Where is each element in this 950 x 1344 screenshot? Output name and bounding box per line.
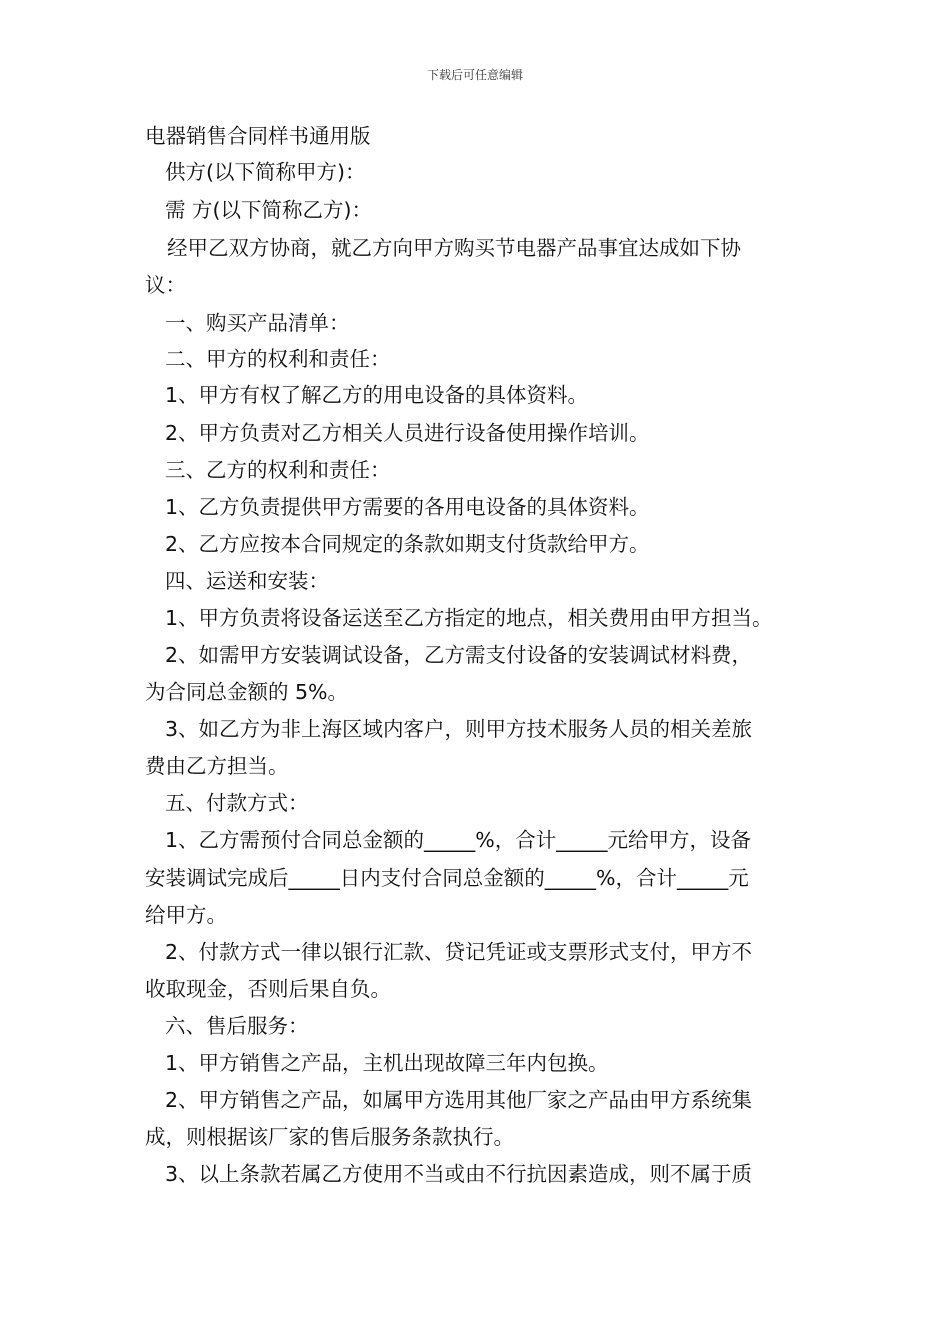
document-title: 电器销售合同样书通用版: [145, 124, 371, 148]
paragraph-line: 议：: [145, 273, 186, 297]
paragraph-line: 费由乙方担当。: [145, 754, 289, 778]
paragraph-line: 收取现金，否则后果自负。: [145, 977, 391, 1001]
paragraph-line: 1、甲方有权了解乙方的用电设备的具体资料。: [165, 383, 589, 407]
paragraph-line: 1、甲方负责将设备运送至乙方指定的地点，相关费用由甲方担当。: [165, 606, 773, 630]
paragraph-line: 2、甲方负责对乙方相关人员进行设备使用操作培训。: [165, 421, 650, 445]
paragraph-line: 给甲方。: [145, 903, 227, 927]
paragraph-line: 经甲乙双方协商，就乙方向甲方购买节电器产品事宜达成如下协: [167, 236, 741, 260]
paragraph-line: 2、付款方式一律以银行汇款、贷记凭证或支票形式支付，甲方不: [165, 940, 753, 964]
paragraph-line: 安装调试完成后_____日内支付合同总金额的_____%，合计_____元: [145, 866, 749, 890]
section-heading: 六、售后服务：: [165, 1014, 309, 1038]
paragraph-line: 1、乙方负责提供甲方需要的各用电设备的具体资料。: [165, 495, 650, 519]
paragraph-line: 3、如乙方为非上海区域内客户，则甲方技术服务人员的相关差旅: [165, 717, 753, 741]
section-heading: 四、运送和安装：: [165, 569, 329, 593]
section-heading: 三、乙方的权利和责任：: [165, 458, 391, 482]
paragraph-line: 1、乙方需预付合同总金额的_____%，合计_____元给甲方，设备: [165, 828, 752, 852]
section-heading: 五、付款方式：: [165, 791, 309, 815]
section-heading: 一、购买产品清单：: [165, 311, 350, 335]
paragraph-line: 2、乙方应按本合同规定的条款如期支付货款给甲方。: [165, 532, 650, 556]
paragraph-line: 1、甲方销售之产品，主机出现故障三年内包换。: [165, 1051, 609, 1075]
paragraph-line: 成，则根据该厂家的售后服务条款执行。: [145, 1125, 514, 1149]
paragraph-line: 为合同总金额的 5%。: [145, 680, 349, 704]
page-header: 下载后可任意编辑: [426, 68, 523, 82]
paragraph-line: 供方(以下简称甲方)：: [165, 160, 366, 184]
section-heading: 二、甲方的权利和责任：: [165, 347, 391, 371]
paragraph-line: 2、如需甲方安装调试设备，乙方需支付设备的安装调试材料费，: [165, 643, 753, 667]
paragraph-line: 3、以上条款若属乙方使用不当或由不行抗因素造成，则不属于质: [165, 1162, 753, 1186]
paragraph-line: 2、甲方销售之产品，如属甲方选用其他厂家之产品由甲方系统集: [165, 1088, 753, 1112]
paragraph-line: 需 方(以下简称乙方)：: [165, 198, 373, 222]
